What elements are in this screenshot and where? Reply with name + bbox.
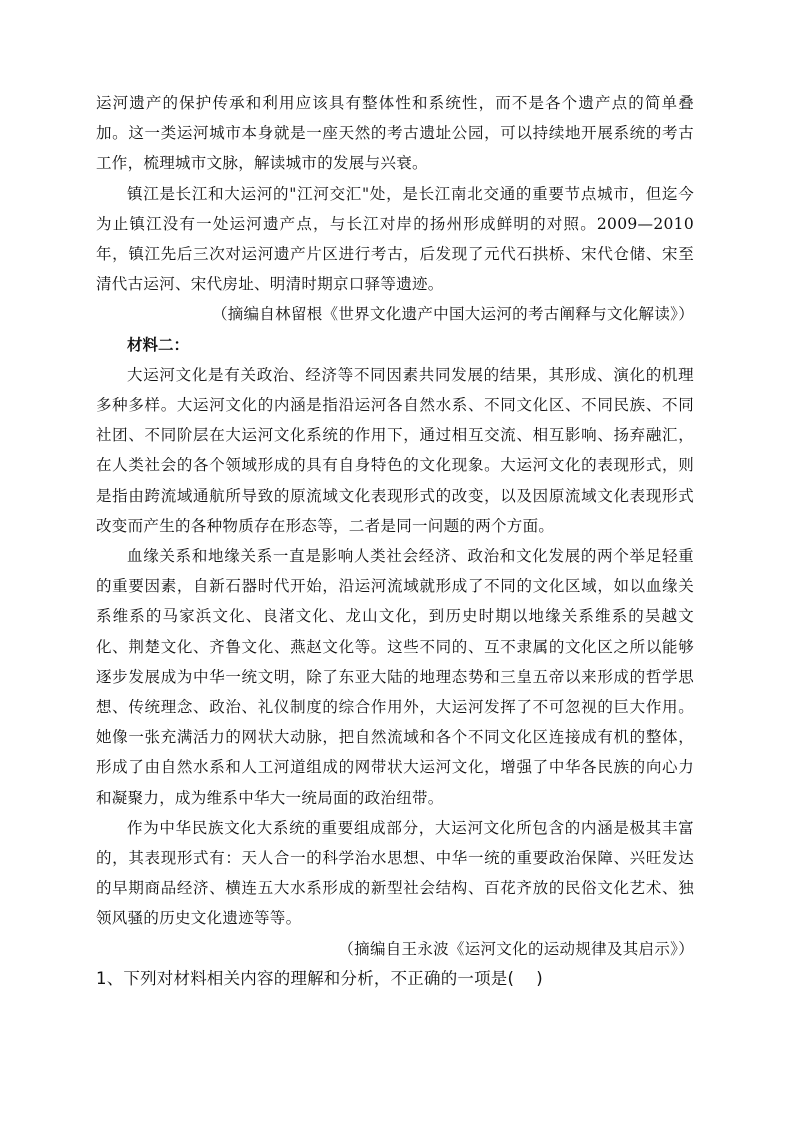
material2-paragraph-3: 作为中华民族文化大系统的重要组成部分，大运河文化所包含的内涵是极其丰富的，其表现形式有：天人合一的科学治水思想、中华一统的重要政治保障、兴旺发达的早期商品经济、横连五大水系形成的新型社会结构、百花齐放的民俗文化艺术、独领风骚的历史文化遗迹等等。 (96, 818, 694, 928)
material2-paragraph-2: 血缘关系和地缘关系一直是影响人类社会经济、政治和文化发展的两个举足轻重的重要因素，自新石器时代开始，沿运河流域就形成了不同的文化区域，如以血缘关系维系的马家浜文化、良渚文化、龙山文化，到历史时期以地缘关系维系的吴越文化、荆楚文化、齐鲁文化、燕赵文化等。这些不同的、互不隶属的文化区之所以能够逐步发展成为中华一统文明，除了东亚大陆的地理态势和三皇五帝以来形成的哲学思想、传统理念、政治、礼仪制度的综合作用外，大运河发挥了不可忽视的巨大作用。她像一张充满活力的网状大动脉，把自然流域和各个不同文化区连接成有机的整体，形成了由自然水系和人工河道组成的网带状大运河文化，增强了中华各民族的向心力和凝聚力，成为维系中华大一统局面的政治纽带。 (96, 547, 694, 807)
question-1: 1、下列对材料相关内容的理解和分析，不正确的一项是( ) (96, 968, 543, 988)
material1-paragraph-continued: 运河遗产的保护传承和利用应该具有整体性和系统性，而不是各个遗产点的简单叠加。这一类运河城市本身就是一座天然的考古遗址公园，可以持续地开展系统的考古工作，梳理城市文脉，解读城市的发展与兴衰。 (96, 94, 694, 173)
material2-heading: 材料二： (127, 334, 190, 354)
material1-source: （摘编自林留根《世界文化遗产中国大运河的考古阐释与文化解读》） (211, 305, 694, 324)
material2-source: （摘编自王永波《运河文化的运动规律及其启示》） (338, 939, 694, 958)
material1-paragraph-zhenjiang: 镇江是长江和大运河的"江河交汇"处，是长江南北交通的重要节点城市，但迄今为止镇江没有一处运河遗产点，与长江对岸的扬州形成鲜明的对照。2009—2010年，镇江先后三次对运河遗产片区进行考古，后发现了元代石拱桥、宋代仓储、宋至清代古运河、宋代房址、明清时期京口驿等遗迹。 (96, 184, 694, 294)
document-page (96, 88, 694, 994)
material2-paragraph-1: 大运河文化是有关政治、经济等不同因素共同发展的结果，其形成、演化的机理多种多样。大运河文化的内涵是指沿运河各自然水系、不同文化区、不同民族、不同社团、不同阶层在大运河文化系统的作用下，通过相互交流、相互影响、扬弃融汇，在人类社会的各个领域形成的具有自身特色的文化现象。大运河文化的表现形式，则是指由跨流域通航所导致的原流域文化表现形式的改变，以及因原流域文化表现形式改变而产生的各种物质存在形态等，二者是同一问题的两个方面。 (96, 365, 694, 535)
